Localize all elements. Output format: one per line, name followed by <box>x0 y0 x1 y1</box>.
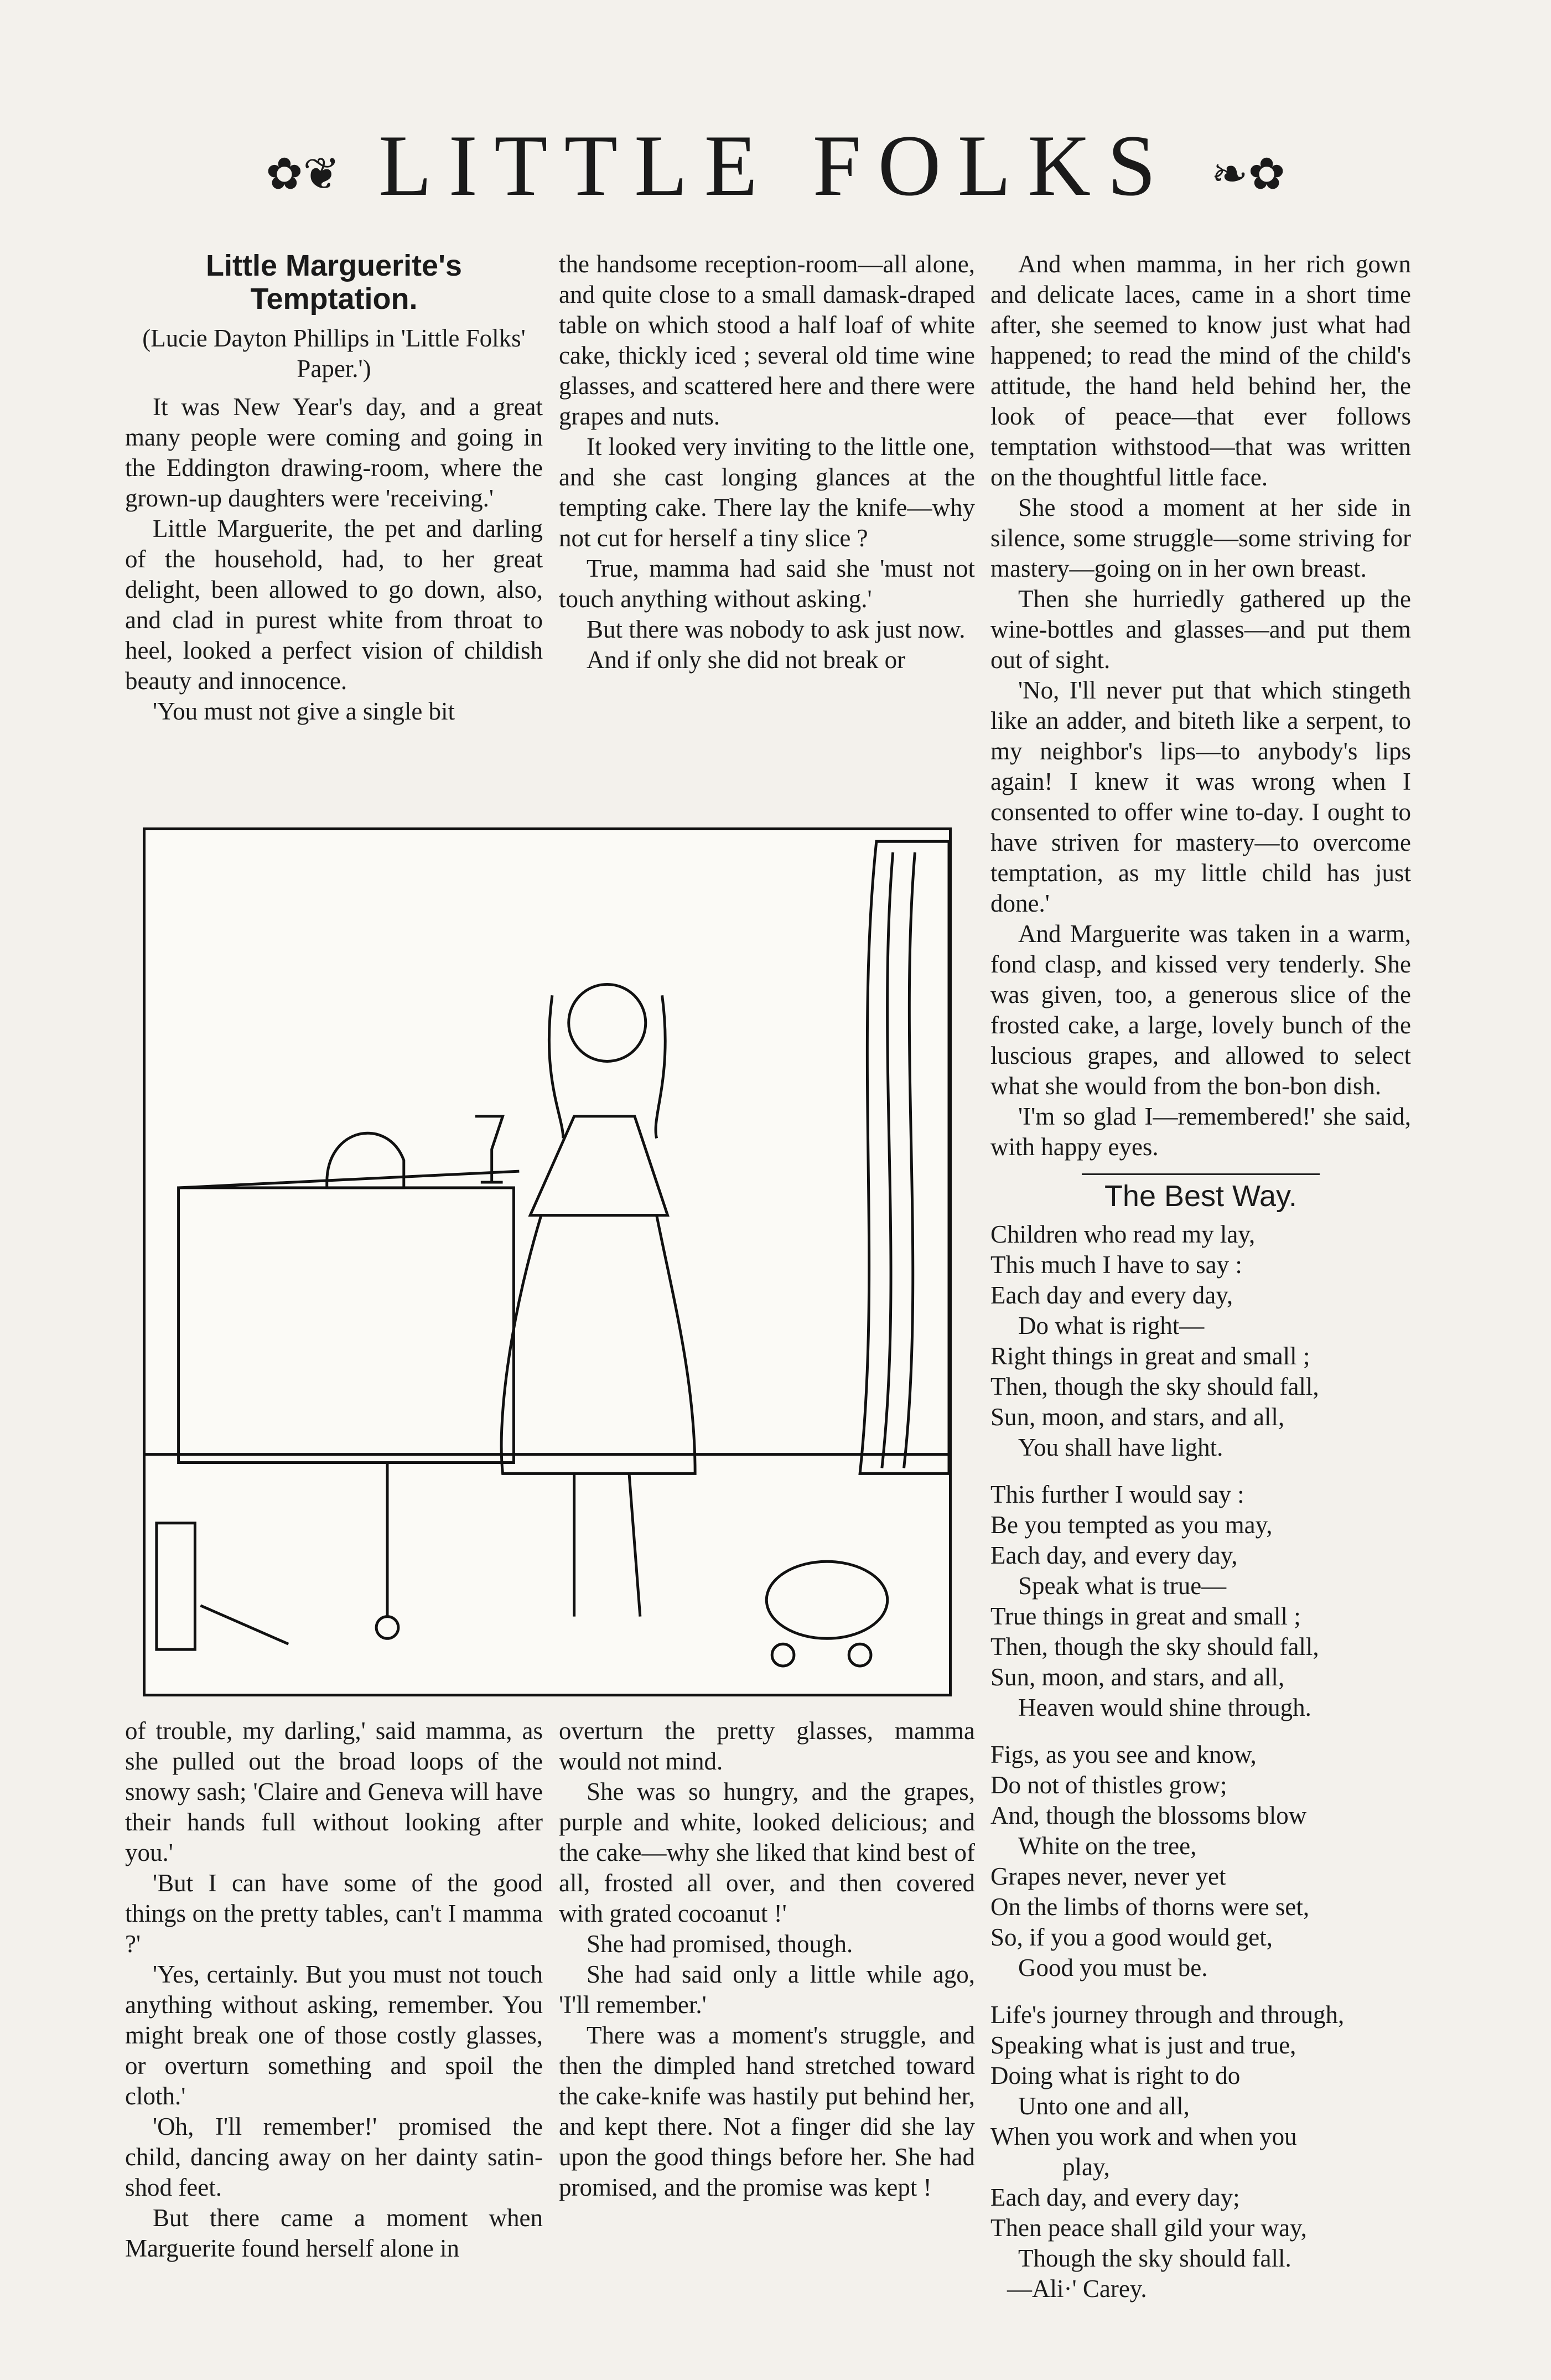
toy-wheel <box>772 1644 794 1666</box>
girl-head <box>569 984 646 1061</box>
girl-bodice <box>530 1116 667 1215</box>
poem-line: So, if you a good would get, <box>990 1923 1273 1951</box>
paragraph: It looked very inviting to the little one, and she cast longing glances at the tempting cake. There lay the knife—why not cut for herself a tiny slice ? <box>559 433 975 552</box>
paragraph: She was so hungry, and the grapes, purple and white, looked delicious; and the cake—why she liked that kind best of all, frosted all over, and then covered with grated cocoanut !' <box>559 1778 975 1927</box>
poem-line: Grapes never, never yet <box>990 1862 1226 1890</box>
paragraph: the handsome reception-room—all alone, and quite close to a small damask-draped table on which stood a half loaf of white cake, thickly iced ; several old time wine glasses, and scattered here and there were grapes and nuts. <box>559 250 975 430</box>
poem-line: This further I would say : <box>990 1481 1244 1508</box>
poem-line: You shall have light. <box>1018 1434 1223 1461</box>
poem-line: Speak what is true— <box>1018 1572 1227 1600</box>
poem-line: Speaking what is just and true, <box>990 2031 1296 2059</box>
paragraph: She had promised, though. <box>587 1930 853 1958</box>
poem <box>990 1181 1411 2304</box>
paragraph: 'You must not give a single bit <box>153 697 455 725</box>
paragraph: 'I'm so glad I—remembered!' she said, with happy eyes. <box>990 1103 1411 1161</box>
story-byline: (Lucie Dayton Phillips in 'Little Folks' Paper.') <box>142 324 526 382</box>
masthead <box>0 119 1551 213</box>
poem-line: Then, though the sky should fall, <box>990 1633 1319 1660</box>
curtain-fold <box>882 852 893 1468</box>
poem-line: Then peace shall gild your way, <box>990 2214 1307 2242</box>
paragraph: She had said only a little while ago, 'I'll remember.' <box>559 1960 975 2019</box>
paragraph: Little Marguerite, the pet and darling of the household, had, to her great delight, been allowed to go down, also, and clad in purest white from throat to heel, looked a perfect vision of childish beauty and innocence. <box>125 515 543 695</box>
poem-line: Though the sky should fall. <box>1018 2244 1291 2272</box>
poem-stanza <box>990 1219 1411 1463</box>
poem-line: Then, though the sky should fall, <box>990 1373 1319 1400</box>
poem-stanza <box>990 1740 1411 1983</box>
story-column-2-bottom <box>559 1716 975 2203</box>
poem-line: Figs, as you see and know, <box>990 1741 1257 1768</box>
right-ornament-icon: ❧✿ <box>1211 150 1285 199</box>
paragraph: 'But I can have some of the good things on the pretty tables, can't I mamma ?' <box>125 1869 543 1958</box>
girl-leg <box>629 1473 640 1616</box>
wine-bottle <box>157 1523 195 1649</box>
poem-line: Life's journey through and through, <box>990 2001 1345 2029</box>
paragraph: 'Yes, certainly. But you must not touch anything without asking, remember. You might break one of those costly glasses, or overturn something and spoil the cloth.' <box>125 1960 543 2110</box>
poem-line: When you work and when you <box>990 2123 1297 2150</box>
paragraph: It was New Year's day, and a great many people were coming and going in the Eddington drawing-room, where the grown-up daughters were 'receiving.' <box>125 393 543 512</box>
paragraph: But there was nobody to ask just now. <box>587 615 966 643</box>
paragraph: But there came a moment when Marguerite found herself alone in <box>125 2204 543 2262</box>
poem-line: This much I have to say : <box>990 1251 1242 1279</box>
girl-dress <box>501 1215 695 1474</box>
poem-line: And, though the blossoms blow <box>990 1802 1307 1829</box>
poem-title: The Best Way. <box>990 1181 1411 1212</box>
poem-line: play, <box>1062 2153 1110 2181</box>
illustration-drawing <box>146 830 949 1694</box>
story-column-1-bottom <box>125 1716 543 2264</box>
poem-line: Sun, moon, and stars, and all, <box>990 1663 1285 1691</box>
table <box>179 1188 514 1463</box>
paragraph: And when mamma, in her rich gown and delicate laces, came in a short time after, she seemed to know just what had happened; to read the mind of the child's attitude, the hand held behind her, the look of peace—that ever follows temptation withstood—that was written on the thoughtful little face. <box>990 250 1411 491</box>
masthead-title: LITTLE FOLKS <box>378 117 1173 214</box>
poem-line: Children who read my lay, <box>990 1220 1256 1248</box>
story-column-1-top <box>125 249 543 727</box>
poem-stanza <box>990 2000 1411 2304</box>
paragraph: of trouble, my darling,' said mamma, as she pulled out the broad loops of the snowy sash; 'Claire and Geneva will have their hands full without looking after you.' <box>125 1717 543 1866</box>
paragraph: She stood a moment at her side in silence, some struggle—some striving for mastery—going on in her own breast. <box>990 494 1411 582</box>
story-title: Little Marguerite's Temptation. <box>206 249 462 315</box>
poem-stanza <box>990 1479 1411 1723</box>
poem-line: Be you tempted as you may, <box>990 1511 1273 1539</box>
poem-line: True things in great and small ; <box>990 1602 1301 1630</box>
left-ornament-icon: ✿❦ <box>266 150 340 199</box>
poem-line: Do not of thistles grow; <box>990 1771 1227 1799</box>
poem-line: Heaven would shine through. <box>1018 1694 1311 1721</box>
poem-line: Doing what is right to do <box>990 2062 1241 2089</box>
table-top <box>179 1171 520 1188</box>
poem-line: On the limbs of thorns were set, <box>990 1893 1310 1921</box>
paragraph: 'No, I'll never put that which stingeth like an adder, and biteth like a serpent, to my neighbor's lips—to anybody's lips again! I knew it was wrong when I consented to offer wine to-day. I ought to have striven for mastery—to overcome temptation, as my little child has just done.' <box>990 676 1411 917</box>
story-column-2-top <box>559 249 975 675</box>
paragraph: There was a moment's struggle, and then the dimpled hand stretched toward the cake-knife was hastily put behind her, and kept there. Not a finger did she lay upon the good things before her. She had promised, and the promise was kept ! <box>559 2021 975 2201</box>
paragraph: And Marguerite was taken in a warm, fond clasp, and kissed very tenderly. She was given, too, a generous slice of the frosted cake, a large, lovely bunch of the luscious grapes, and allowed to select what she would from the bon-bon dish. <box>990 920 1411 1100</box>
poem-line: Each day, and every day, <box>990 1541 1238 1569</box>
poem-line: Unto one and all, <box>1018 2092 1190 2120</box>
paragraph: And if only she did not break or <box>587 646 906 674</box>
paragraph: 'Oh, I'll remember!' promised the child, dancing away on her dainty satin-shod feet. <box>125 2113 543 2201</box>
fallen-bottle <box>200 1606 288 1644</box>
poem-line: Sun, moon, and stars, and all, <box>990 1403 1285 1431</box>
story-illustration <box>143 827 952 1696</box>
story-column-3 <box>990 249 1411 2321</box>
paragraph: Then she hurriedly gathered up the wine-bottles and glasses—and put them out of sight. <box>990 585 1411 674</box>
paragraph: True, mamma had said she 'must not touch anything without asking.' <box>559 555 975 613</box>
poem-line: Right things in great and small ; <box>990 1342 1310 1370</box>
paragraph: overturn the pretty glasses, mamma would not mind. <box>559 1717 975 1775</box>
poem-line: White on the tree, <box>1018 1832 1197 1860</box>
poem-line: Each day, and every day; <box>990 2184 1240 2211</box>
toy-elephant <box>766 1561 887 1638</box>
poem-line: Good you must be. <box>1018 1954 1208 1981</box>
curtain <box>860 841 949 1473</box>
poem-line: Each day and every day, <box>990 1281 1233 1309</box>
poem-attribution: —Ali·' Carey. <box>1007 2275 1147 2303</box>
poem-line: Do what is right— <box>1018 1312 1205 1339</box>
curtain-fold <box>904 852 915 1468</box>
toy-wheel <box>849 1644 871 1666</box>
table-caster <box>376 1617 398 1639</box>
